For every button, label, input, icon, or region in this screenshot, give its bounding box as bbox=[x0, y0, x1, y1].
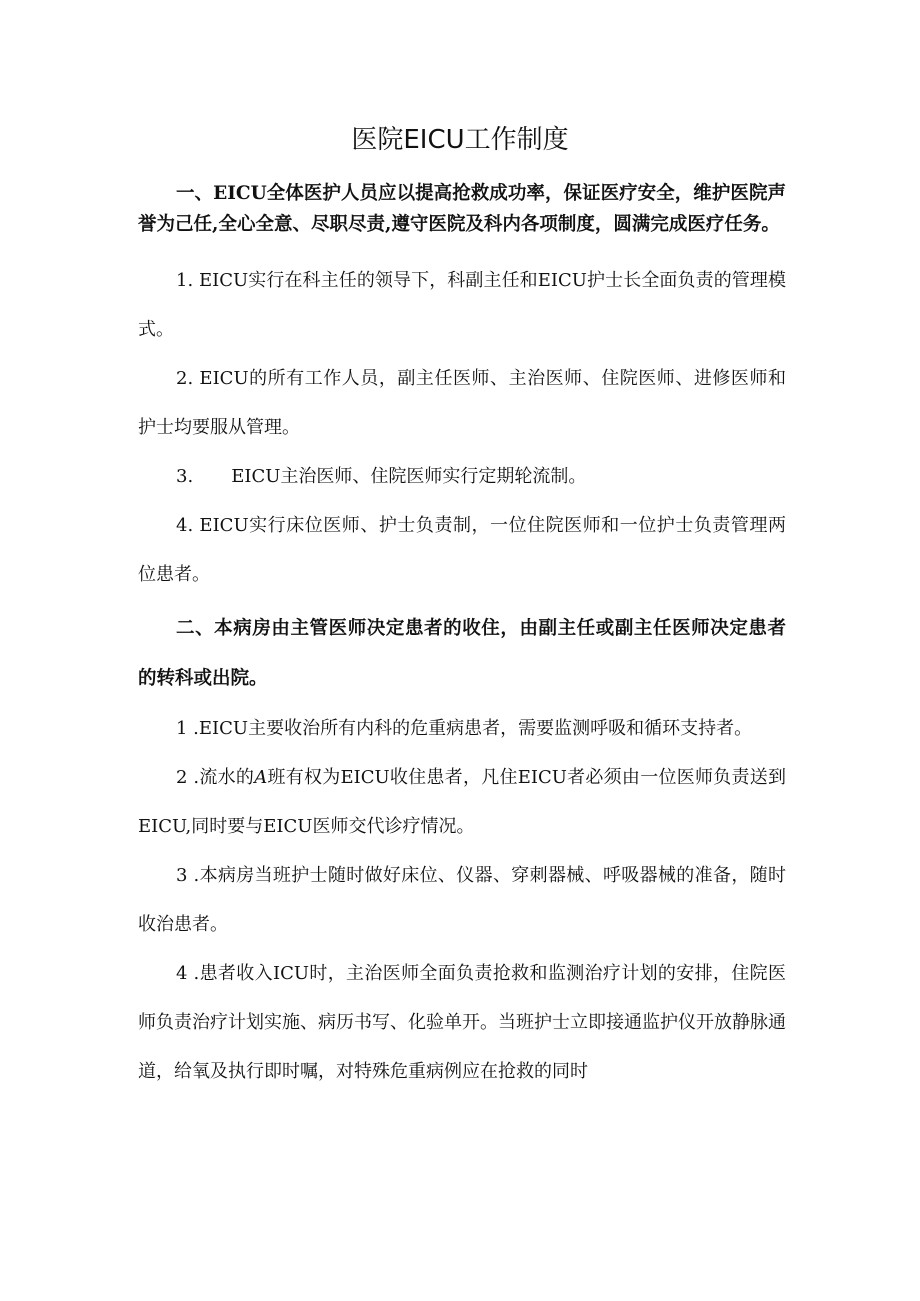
section-2-item-2-letter: A bbox=[254, 767, 268, 788]
section-1-item-1: 1. EICU实行在科主任的领导下，科副主任和EICU护士长全面负责的管理模式。 bbox=[138, 270, 786, 340]
section-2-item-2-rest: 班有权为EICU收住患者，凡住EICU者必须由一位医师 bbox=[267, 767, 714, 788]
section-2-item-1: 1 .EICU主要收治所有内科的危重病患者，需要监测呼吸和循环支持者。 bbox=[176, 718, 753, 739]
section-2-item-2-cont: 负责送到EICU,同时要与EICU医师交代诊疗情况。 bbox=[138, 767, 787, 837]
section-1-item-3-text: EICU主治医师、住院医师实行定期轮流制。 bbox=[231, 466, 587, 487]
section-1-item-3 bbox=[138, 452, 786, 501]
section-1-item-2: 2. EICU的所有工作人员，副主任医师、主治医师、住院医师、进修医师和护士均要服从管理。 bbox=[138, 368, 786, 438]
section-1-heading: 一、EICU全体医护人员应以提高抢救成功率，保证医疗安全，维护医院声誉为己任,全心全意、尽职尽责,遵守医院及科内各项制度，圆满完成医疗任务。 bbox=[138, 183, 786, 235]
section-2-item-2-prefix: 2 .流水的 bbox=[176, 767, 255, 788]
section-1-item-4: 4. EICU实行床位医师、护士负责制，一位住院医师和一位护士负责管理两位患者。 bbox=[138, 515, 786, 585]
section-2-heading: 二、本病房由主管医师决定患者的收住，由副主任或副主任医师决定患者的转科或出院。 bbox=[138, 618, 786, 689]
document-title: 医院EICU工作制度 bbox=[351, 125, 569, 155]
section-2-item-4: 4 .患者收入ICU时，主治医师全面负责抢救和监测治疗计划的安排，住院医师负责治疗计划实施、病历书写、化验单开。当班护士立即接通监护仪开放静脉通道，给氧及执行即时嘱，对特殊危重病例应在抢救的同时 bbox=[138, 963, 786, 1082]
section-2-item-2 bbox=[138, 753, 786, 851]
section-2-item-3: 3 .本病房当班护士随时做好床位、仪器、穿刺器械、呼吸器械的准备，随时收治患者。 bbox=[138, 865, 786, 935]
document-body bbox=[138, 178, 786, 1096]
section-1-item-3-number: 3. bbox=[176, 466, 194, 487]
